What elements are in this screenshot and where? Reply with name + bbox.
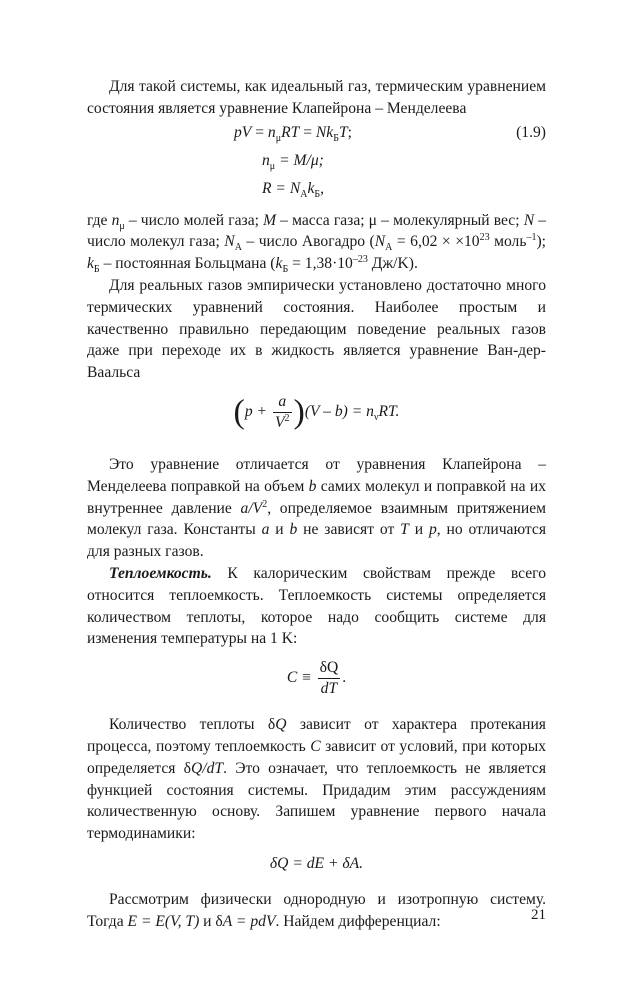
paragraph-ideal-gas: Для такой системы, как идеальный газ, термическим уравнением состояния является уравнение Клапейрона – Менделеева bbox=[87, 78, 546, 117]
equation-van-der-waals: (p + $\frac{a}{V^2}$ )$(V - b) = n_\nu RT$. bbox=[233, 392, 400, 431]
equation-1-9: pV = $n_\mu RT = Nk_БT$; (1.9) bbox=[234, 123, 546, 144]
term-heat-capacity: Теплоемкость. bbox=[109, 564, 212, 582]
equation-n-mu: $n_\mu = M/\mu$; bbox=[262, 151, 324, 172]
page-number: 21 bbox=[531, 907, 546, 923]
equation-heat-capacity: C ≡ $\frac{\delta Q}{dT}$ . bbox=[286, 659, 347, 698]
equation-number: (1.9) bbox=[516, 123, 546, 141]
equation-first-law: δQ = dE + δA. bbox=[269, 854, 364, 872]
equation-R: $R = N_Ak_Б$, bbox=[262, 179, 325, 200]
paragraph-definitions: где $n_\mu$ – число молей газа; M – масса газа; μ – молекулярный вес; N – число молекул газа; $N_A$ – число Авогадро ($N_A = 6,02 \times \times 10^{23}$ моль$^{-1}$); $k_Б$ – постоянная Больцмана ($k_Б = 1,38\cdot 10^{-23}$ Дж/K). bbox=[87, 211, 547, 276]
paragraph-heat-capacity: Теплоемкость. К калорическим свойствам прежде всего относится теплоемкость. Теплоемкость системы определяется количеством теплоты, которое надо сообщить системе для изменения температуры на 1 K: bbox=[87, 564, 546, 648]
paragraph-heat-quantity: Количество теплоты δQ зависит от характера протекания процесса, поэтому теплоемкость C зависит от условий, при которых определяется δQ/dT. Это означает, что теплоемкость не является функцией состояния системы. Придадим этим рассуждениям количественную основу. Запишем уравнение первого начала термодинамики: bbox=[87, 716, 546, 843]
paragraph-isotropic-system: Рассмотрим физически однородную и изотропную систему. Тогда E = E(V, T) и δA = pdV. Найдем дифференциал: bbox=[87, 890, 546, 930]
paragraph-real-gases: Для реальных газов эмпирически установлено достаточно много термических уравнений состояния. Наиболее простым и качественно правильно передающим поведение реальных газов даже при переходе их в жидкость является уравнение Ван-дер-Ваальса bbox=[87, 276, 546, 382]
paragraph-vdw-explanation: Это уравнение отличается от уравнения Клапейрона – Менделеева поправкой на объем b самих молекул и поправкой на их внутреннее давление $a/V^2$, определяемое взаимным притяжением молекул газа. Константы a и b не зависят от T и p, но отличаются для разных газов. bbox=[87, 455, 547, 561]
page-content bbox=[87, 76, 546, 932]
